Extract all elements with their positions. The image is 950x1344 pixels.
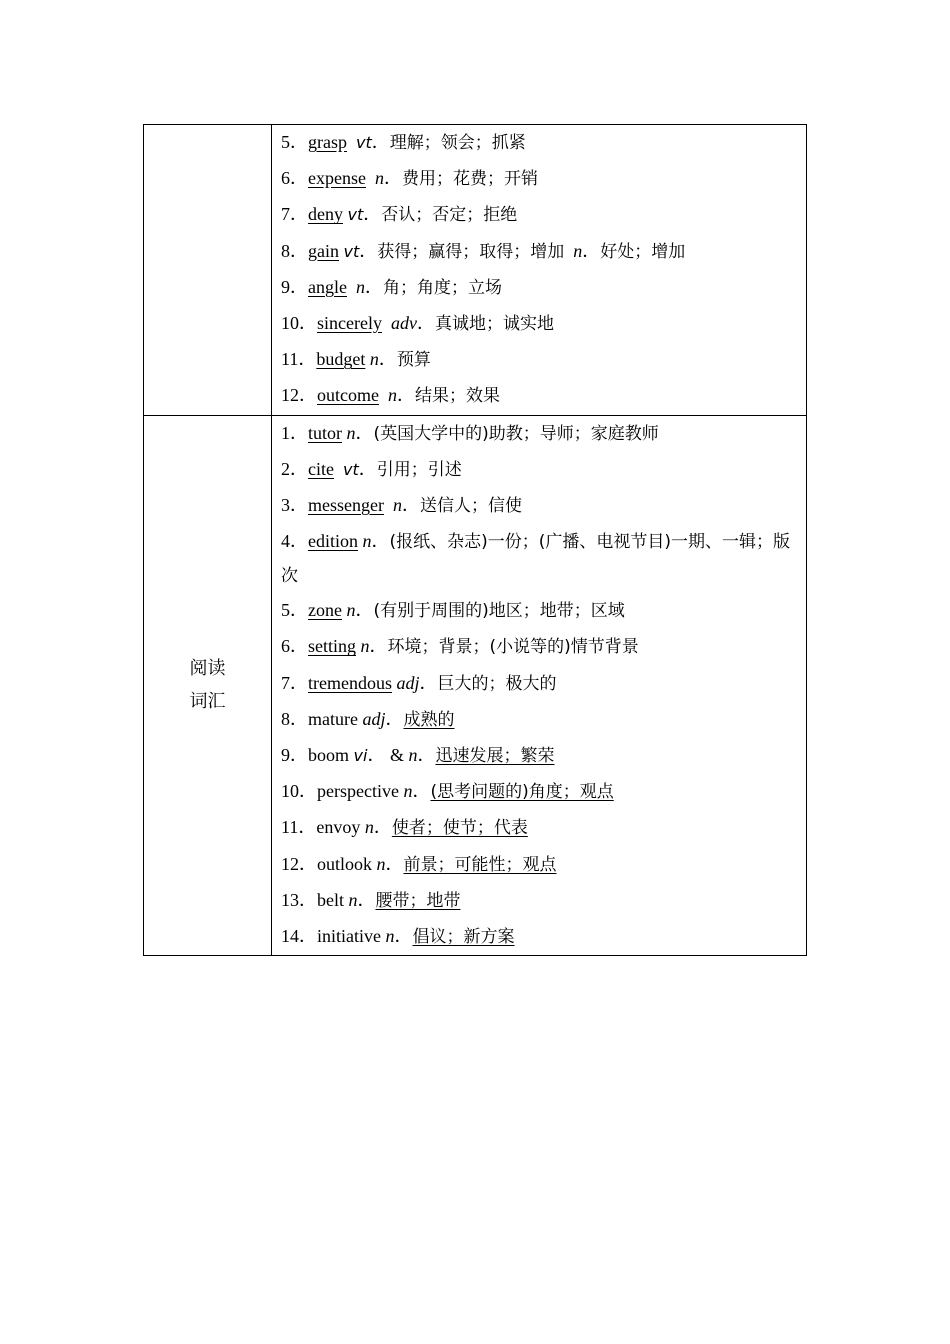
vocab-entry: 6．expense n．费用；花费；开销 <box>281 168 538 190</box>
section2-label-cell <box>144 415 272 956</box>
vocab-entry: 7．tremendous adj．巨大的；极大的 <box>281 672 557 694</box>
vocab-entry: 8．gain vt．获得；赢得；取得；增加 n．好处；增加 <box>281 240 686 262</box>
vocab-entry: 1．tutor n．(英国大学中的)助教；导师；家庭教师 <box>281 422 659 444</box>
entry-pos: n <box>348 889 358 910</box>
entry-word: edition <box>308 531 358 552</box>
entry-number: 7． <box>281 672 308 693</box>
entry-definition: 理解；领会；抓紧 <box>389 133 526 153</box>
vocab-entry: 5．grasp vt．理解；领会；抓紧 <box>281 132 526 153</box>
entry-number: 2． <box>281 458 308 479</box>
entry-number: 10． <box>281 781 317 802</box>
entry-number: 8． <box>281 708 308 729</box>
entry-number: 13． <box>281 889 317 910</box>
entry-definition: (报纸、杂志)一份；(广播、电视节目)一期、一辑；版次 <box>281 532 791 587</box>
vocabulary-table <box>143 124 807 956</box>
entry-word: deny <box>308 204 343 225</box>
entry-word: belt <box>317 889 344 910</box>
entry-word: sincerely <box>317 313 382 334</box>
entry-pos: n <box>387 385 397 406</box>
entry-number: 10． <box>281 313 317 334</box>
entry-word: tremendous <box>308 672 392 693</box>
vocab-entry: 12．outlook n．前景；可能性；观点 <box>281 853 557 875</box>
entry-pos: vt <box>356 133 372 152</box>
entry-definition: 腰带；地带 <box>375 890 461 911</box>
vocab-entry: 9．angle n．角；角度；立场 <box>281 276 502 298</box>
entry-pos: n <box>346 422 356 443</box>
entry-word: setting <box>308 636 356 657</box>
table-row-section1 <box>144 125 807 416</box>
entry-definition: 好处；增加 <box>600 241 686 262</box>
table-row-section2 <box>144 415 807 956</box>
section-label-line1: 阅读 <box>189 658 226 680</box>
section2-items-cell <box>272 415 807 956</box>
entry-number: 14． <box>281 926 317 947</box>
entry-definition: 成熟的 <box>403 709 455 730</box>
vocab-entry: 3．messenger n．送信人；信使 <box>281 495 522 517</box>
entry-word: envoy <box>316 817 361 838</box>
vocab-entry: 4．edition n．(报纸、杂志)一份；(广播、电视节目)一期、一辑；版次 <box>281 531 791 587</box>
entry-word: zone <box>308 600 342 621</box>
entry-number: 9． <box>281 276 308 297</box>
section1-label-cell <box>144 125 272 416</box>
entry-definition: 获得；赢得；取得；增加 <box>377 241 565 262</box>
entry-number: 5． <box>281 132 308 152</box>
vocab-entry: 5．zone n．(有别于周围的)地区；地带；区域 <box>281 600 625 622</box>
entry-pos: vt <box>347 205 364 225</box>
entry-definition: 否认；否定；拒绝 <box>381 205 518 226</box>
entry-number: 1． <box>281 422 308 443</box>
section1-items-cell <box>272 125 807 416</box>
entry-pos: n <box>385 926 395 947</box>
entry-number: 5． <box>281 600 308 621</box>
entry-pos: n <box>392 495 402 516</box>
entry-number: 9． <box>281 745 308 766</box>
entry-word: angle <box>308 276 347 297</box>
entry-number: 4． <box>281 531 308 552</box>
entry-definition: 倡议；新方案 <box>412 927 515 948</box>
entry-number: 11． <box>281 817 317 838</box>
entry-pos: n <box>374 168 384 189</box>
entry-definition: 费用；花费；开销 <box>401 169 538 190</box>
entry-definition: (英国大学中的)助教；导师；家庭教师 <box>373 423 659 444</box>
entry-definition: 结果；效果 <box>414 386 500 407</box>
entry-pos: n <box>364 817 374 838</box>
vocab-entry: 11．envoy n．使者；使节；代表 <box>281 817 528 839</box>
vocab-entry: 10．sincerely adv．真诚地；诚实地 <box>281 313 554 335</box>
entry-definition: 巨大的；极大的 <box>437 673 557 694</box>
entry-word: outcome <box>317 385 379 406</box>
entry-word: cite <box>308 458 334 479</box>
vocab-entry: 9．boom vi． & n．迅速发展；繁荣 <box>281 745 555 767</box>
vocab-entry: 14．initiative n．倡议；新方案 <box>281 926 515 948</box>
entry-pos-join: & <box>389 745 404 766</box>
entry-definition: (思考问题的)角度；观点 <box>430 782 614 803</box>
entry-word: gain <box>308 240 339 261</box>
entry-word: messenger <box>308 495 384 516</box>
entry-number: 12． <box>281 385 317 406</box>
entry-word: outlook <box>317 853 373 874</box>
entry-definition: 引用；引述 <box>376 459 462 480</box>
vocab-entry: 7．deny vt．否认；否定；拒绝 <box>281 204 518 226</box>
entry-number: 8． <box>281 240 308 261</box>
entry-pos: n <box>355 276 365 297</box>
entry-pos: adv <box>390 313 417 334</box>
entry-definition: 真诚地；诚实地 <box>434 314 554 335</box>
vocab-entry: 2．cite vt．引用；引述 <box>281 458 462 480</box>
vocab-entry: 13．belt n．腰带；地带 <box>281 889 461 911</box>
vocab-entry: 6．setting n．环境；背景；(小说等的)情节背景 <box>281 636 639 658</box>
vocab-entry: 12．outcome n．结果；效果 <box>281 385 500 407</box>
vocab-entry: 8．mature adj．成熟的 <box>281 708 455 730</box>
entry-definition: 预算 <box>396 350 431 371</box>
entry-number: 11． <box>281 349 317 370</box>
entry-word: perspective <box>317 781 399 802</box>
entry-definition: 迅速发展；繁荣 <box>435 746 555 767</box>
entry-word: boom <box>308 745 350 766</box>
entry-pos: adj <box>396 672 420 693</box>
entry-pos: n <box>408 745 418 766</box>
entry-word: initiative <box>317 926 381 947</box>
entry-pos: vt <box>343 241 360 261</box>
entry-pos: n <box>573 240 583 261</box>
entry-word: expense <box>308 168 366 189</box>
entry-definition: 前景；可能性；观点 <box>403 854 557 875</box>
entry-pos: vi <box>353 746 368 766</box>
entry-number: 7． <box>281 204 308 225</box>
entry-definition: 送信人；信使 <box>419 496 522 517</box>
entry-pos: n <box>369 349 379 370</box>
entry-pos: n <box>403 781 413 802</box>
entry-pos: vt <box>342 459 359 479</box>
entry-number: 3． <box>281 495 308 516</box>
entry-pos: adj <box>362 708 386 729</box>
entry-number: 6． <box>281 168 308 189</box>
entry-pos: n <box>360 636 370 657</box>
vocab-entry: 11．budget n．预算 <box>281 349 431 371</box>
entry-pos: n <box>346 600 356 621</box>
section-label-line2: 词汇 <box>189 691 226 713</box>
entry-number: 12． <box>281 853 317 874</box>
entry-pos: n <box>376 853 386 874</box>
entry-definition: (有别于周围的)地区；地带；区域 <box>373 601 625 622</box>
entry-definition: 使者；使节；代表 <box>391 818 528 839</box>
entry-definition: 环境；背景；(小说等的)情节背景 <box>387 637 639 658</box>
entry-number: 6． <box>281 636 308 657</box>
entry-pos: n <box>362 531 372 552</box>
entry-word: mature <box>308 708 358 729</box>
entry-word: budget <box>316 349 366 370</box>
entry-definition: 角；角度；立场 <box>382 277 502 298</box>
entry-word: tutor <box>308 422 342 443</box>
vocab-entry: 10．perspective n．(思考问题的)角度；观点 <box>281 781 614 803</box>
entry-word: grasp <box>308 132 347 152</box>
